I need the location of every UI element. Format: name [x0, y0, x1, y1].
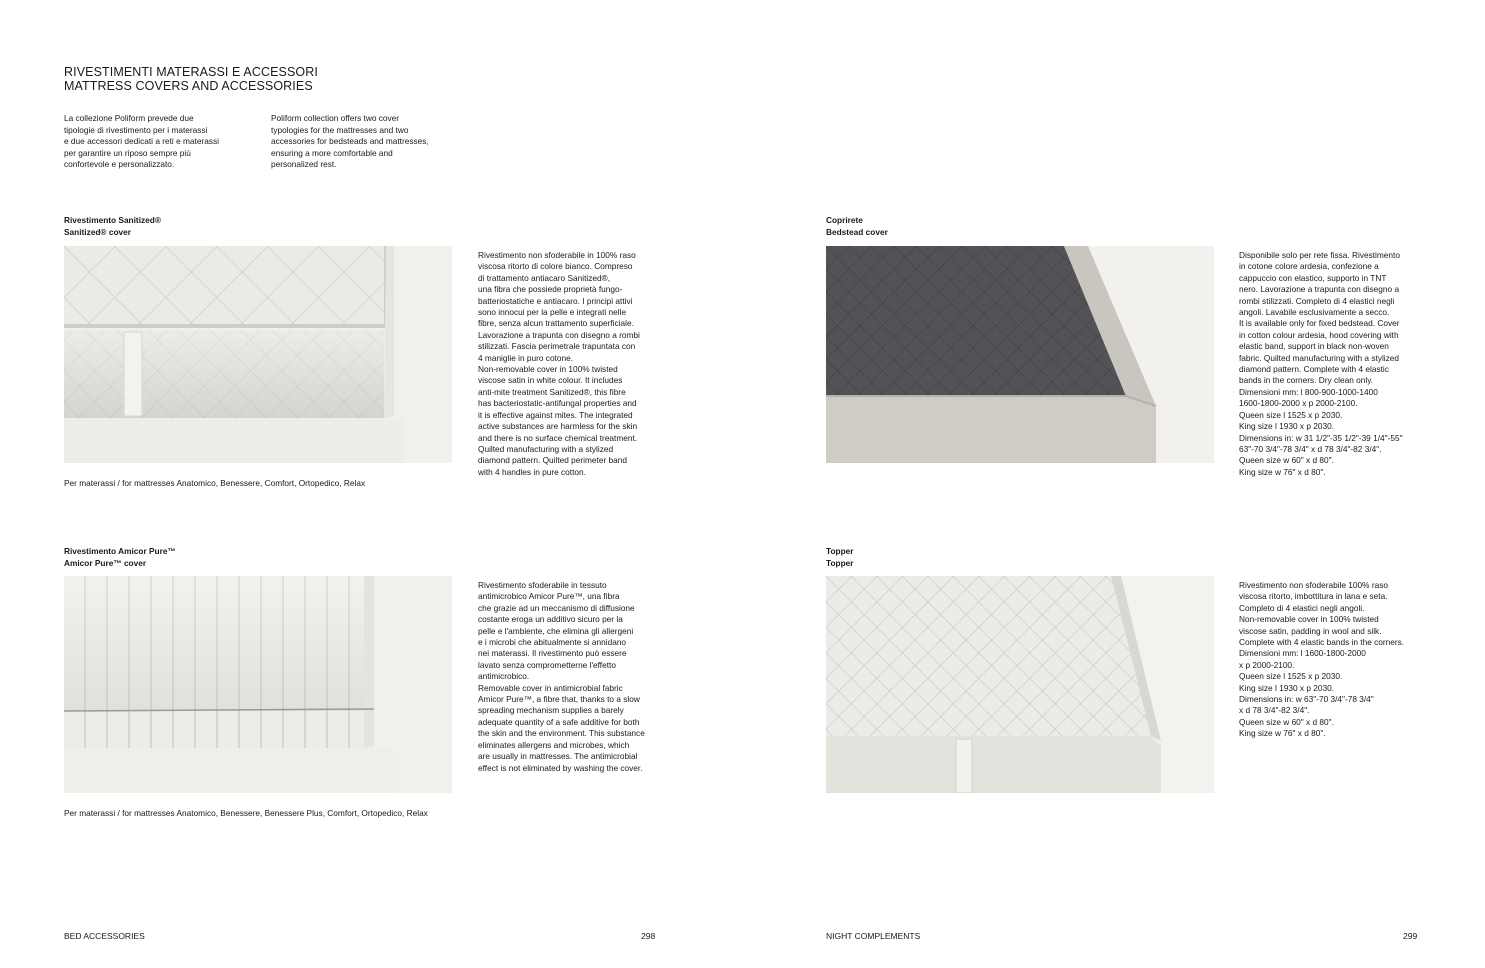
- text-line: Dimensioni mm: l 800-900-1000-1400: [1239, 386, 1378, 397]
- amicor-caption: Per materassi / for mattresses Anatomico, Benessere, Benessere Plus, Comfort, Ortopedico, Relax: [64, 808, 428, 818]
- text-line: fibre, senza alcun trattamento superficiale.: [478, 318, 634, 329]
- intro-english: [271, 113, 451, 171]
- text-line: spreading mechanism supplies a barely: [478, 705, 624, 716]
- text-line: stilizzati. Fascia perimetrale trapuntata con: [478, 341, 636, 352]
- text-line: Queen size w 60" x d 80".: [1239, 455, 1334, 466]
- text-line: Queen size w 60" x d 80".: [1239, 716, 1334, 727]
- text-line: antimicrobico.: [478, 671, 530, 682]
- text-line: Removable cover in antimicrobial fabric: [478, 682, 623, 693]
- topper-photo: [826, 576, 1214, 793]
- text-line: Rivestimento sfoderabile in tessuto: [478, 580, 607, 590]
- text-line: antimicrobico Amicor Pure™, una fibra: [478, 591, 620, 602]
- footer-left-label: BED ACCESSORIES: [64, 931, 145, 941]
- sanitized-title-english: Sanitized® cover: [64, 226, 131, 237]
- text-line: Dimensions in: w 31 1/2"-35 1/2"-39 1/4"-55": [1239, 432, 1403, 443]
- text-line: angoli. Lavabile esclusivamente a secco.: [1239, 307, 1390, 318]
- coprirete-section-title: [826, 215, 888, 238]
- title-italian: RIVESTIMENTI MATERASSI E ACCESSORI: [64, 65, 318, 79]
- text-line: x d 78 3/4"-82 3/4".: [1239, 705, 1310, 716]
- text-line: nero. Lavorazione a trapunta con disegno a: [1239, 284, 1400, 295]
- text-line: Rivestimento non sfoderabile 100% raso: [1239, 580, 1388, 590]
- text-line: batteriostatiche e antiacaro. I principi attivi: [478, 295, 633, 306]
- amicor-section-title: [64, 546, 176, 569]
- footer-right-page-number: 299: [1403, 931, 1418, 941]
- amicor-title-italian: Rivestimento Amicor Pure™: [64, 546, 176, 556]
- text-line: It is available only for fixed bedstead. Cover: [1239, 318, 1400, 329]
- text-line: tipologie di rivestimento per i materassi: [64, 124, 208, 135]
- text-line: accessories for bedsteads and mattresses,: [271, 136, 429, 146]
- footer-left-page-number: 298: [641, 931, 656, 941]
- sanitized-title-italian: Rivestimento Sanitized®: [64, 215, 161, 225]
- text-line: bands in the corners. Dry clean only.: [1239, 375, 1374, 386]
- text-line: King size w 76" x d 80".: [1239, 466, 1326, 477]
- text-line: Queen size l 1525 x p 2030.: [1239, 409, 1343, 420]
- topper-title-english: Topper: [826, 557, 854, 568]
- text-line: x p 2000-2100.: [1239, 659, 1295, 670]
- text-line: Dimensions in: w 63"-70 3/4"-78 3/4": [1239, 694, 1374, 705]
- text-line: has bacteriostatic-antifungal properties and: [478, 398, 637, 409]
- sanitized-description: [478, 250, 668, 478]
- topper-title-italian: Topper: [826, 546, 854, 556]
- sanitized-caption: Per materassi / for mattresses Anatomico, Benessere, Comfort, Ortopedico, Relax: [64, 478, 366, 488]
- text-line: ensuring a more comfortable and: [271, 147, 393, 158]
- text-line: personalized rest.: [271, 159, 337, 169]
- page-title: [64, 66, 318, 93]
- intro-italian: [64, 113, 244, 171]
- text-line: Queen size l 1525 x p 2030.: [1239, 671, 1343, 682]
- text-line: cappuccio con elastico, supporto in TNT: [1239, 272, 1387, 283]
- text-line: and there is no surface chemical treatment.: [478, 432, 638, 443]
- bedstead-cover-photo: [826, 246, 1214, 463]
- text-line: effect is not eliminated by washing the cover.: [478, 762, 643, 773]
- text-line: Lavorazione a trapunta con disegno a rombi: [478, 329, 640, 340]
- topper-description: [1239, 580, 1439, 740]
- text-line: nei materassi. Il rivestimento può essere: [478, 648, 627, 659]
- text-line: Disponibile solo per rete fissa. Rivestimento: [1239, 250, 1400, 260]
- text-line: per garantire un riposo sempre più: [64, 147, 191, 158]
- text-line: di trattamento antiacaro Sanitized®,: [478, 272, 611, 283]
- coprirete-title-english: Bedstead cover: [826, 226, 888, 237]
- text-line: Complete with 4 elastic bands in the corners.: [1239, 637, 1405, 648]
- text-line: King size l 1930 x p 2030.: [1239, 682, 1335, 693]
- sanitized-section-title: [64, 215, 161, 238]
- text-line: Dimensioni mm: l 1600-1800-2000: [1239, 648, 1366, 659]
- text-line: Amicor Pure™, a fibre that, thanks to a slow: [478, 694, 640, 705]
- text-line: una fibra che possiede proprietà fungo-: [478, 284, 623, 295]
- text-line: viscosa ritorto, imbottitura in lana e seta.: [1239, 591, 1388, 602]
- text-line: in cotone colore ardesia, confezione a: [1239, 261, 1379, 272]
- text-line: Rivestimento non sfoderabile in 100% raso: [478, 250, 636, 260]
- text-line: confortevole e personalizzato.: [64, 159, 175, 169]
- text-line: 1600-1800-2000 x p 2000-2100.: [1239, 398, 1358, 409]
- text-line: fabric. Quilted manufacturing with a stylized: [1239, 352, 1400, 363]
- text-line: e i microbi che abitualmente si annidano: [478, 637, 627, 648]
- text-line: 4 maniglie in puro cotone.: [478, 352, 574, 363]
- text-line: sono innocui per la pelle e integrati nelle: [478, 307, 627, 318]
- text-line: Poliform collection offers two cover: [271, 113, 400, 123]
- text-line: lavato senza comprometterne l'effetto: [478, 659, 616, 670]
- text-line: elastic band, support in black non-woven: [1239, 341, 1389, 352]
- text-line: typologies for the mattresses and two: [271, 124, 409, 135]
- text-line: pelle e l'ambiente, che elimina gli allergeni: [478, 625, 634, 636]
- coprirete-description: [1239, 250, 1439, 478]
- text-line: King size l 1930 x p 2030.: [1239, 421, 1335, 432]
- text-line: active substances are harmless for the skin: [478, 421, 638, 432]
- text-line: in cotton colour ardesia, hood covering with: [1239, 329, 1399, 340]
- amicor-description: [478, 580, 668, 774]
- sanitized-cover-photo: [64, 246, 452, 463]
- text-line: viscosa ritorto di colore bianco. Compreso: [478, 261, 633, 272]
- coprirete-title-italian: Coprirete: [826, 215, 863, 225]
- text-line: che grazie ad un meccanismo di diffusione: [478, 602, 635, 613]
- text-line: viscose satin, padding in wool and silk.: [1239, 625, 1382, 636]
- text-line: costante eroga un additivo sicuro per la: [478, 614, 623, 625]
- text-line: with 4 handles in pure cotton.: [478, 466, 586, 477]
- amicor-title-english: Amicor Pure™ cover: [64, 557, 147, 568]
- text-line: King size w 76" x d 80".: [1239, 728, 1326, 739]
- text-line: viscose satin in white colour. It includes: [478, 375, 623, 386]
- text-line: Non-removable cover in 100% twisted: [478, 364, 618, 375]
- text-line: Non-removable cover in 100% twisted: [1239, 614, 1379, 625]
- topper-section-title: [826, 546, 854, 569]
- text-line: diamond pattern. Complete with 4 elastic: [1239, 364, 1389, 375]
- text-line: anti-mite treatment Sanitized®, this fibre: [478, 386, 626, 397]
- text-line: eliminates allergens and microbes, which: [478, 739, 630, 750]
- text-line: the skin and the environment. This substance: [478, 728, 645, 739]
- footer-right-label: NIGHT COMPLEMENTS: [826, 931, 921, 941]
- text-line: rombi stilizzati. Completo di 4 elastici negli: [1239, 295, 1395, 306]
- text-line: Quilted manufacturing with a stylized: [478, 443, 614, 454]
- text-line: are usually in mattresses. The antimicrobial: [478, 751, 638, 762]
- text-line: adequate quantity of a safe additive for both: [478, 716, 640, 727]
- text-line: La collezione Poliform prevede due: [64, 113, 194, 123]
- title-english: MATTRESS COVERS AND ACCESSORIES: [64, 78, 313, 93]
- text-line: it is effective against mites. The integrated: [478, 409, 633, 420]
- amicor-cover-photo: [64, 576, 452, 793]
- text-line: e due accessori dedicati a reti e materassi: [64, 136, 219, 146]
- text-line: 63"-70 3/4"-78 3/4" x d 78 3/4"-82 3/4".: [1239, 443, 1382, 454]
- text-line: diamond pattern. Quilted perimeter band: [478, 455, 627, 466]
- text-line: Completo di 4 elastici negli angoli.: [1239, 602, 1365, 613]
